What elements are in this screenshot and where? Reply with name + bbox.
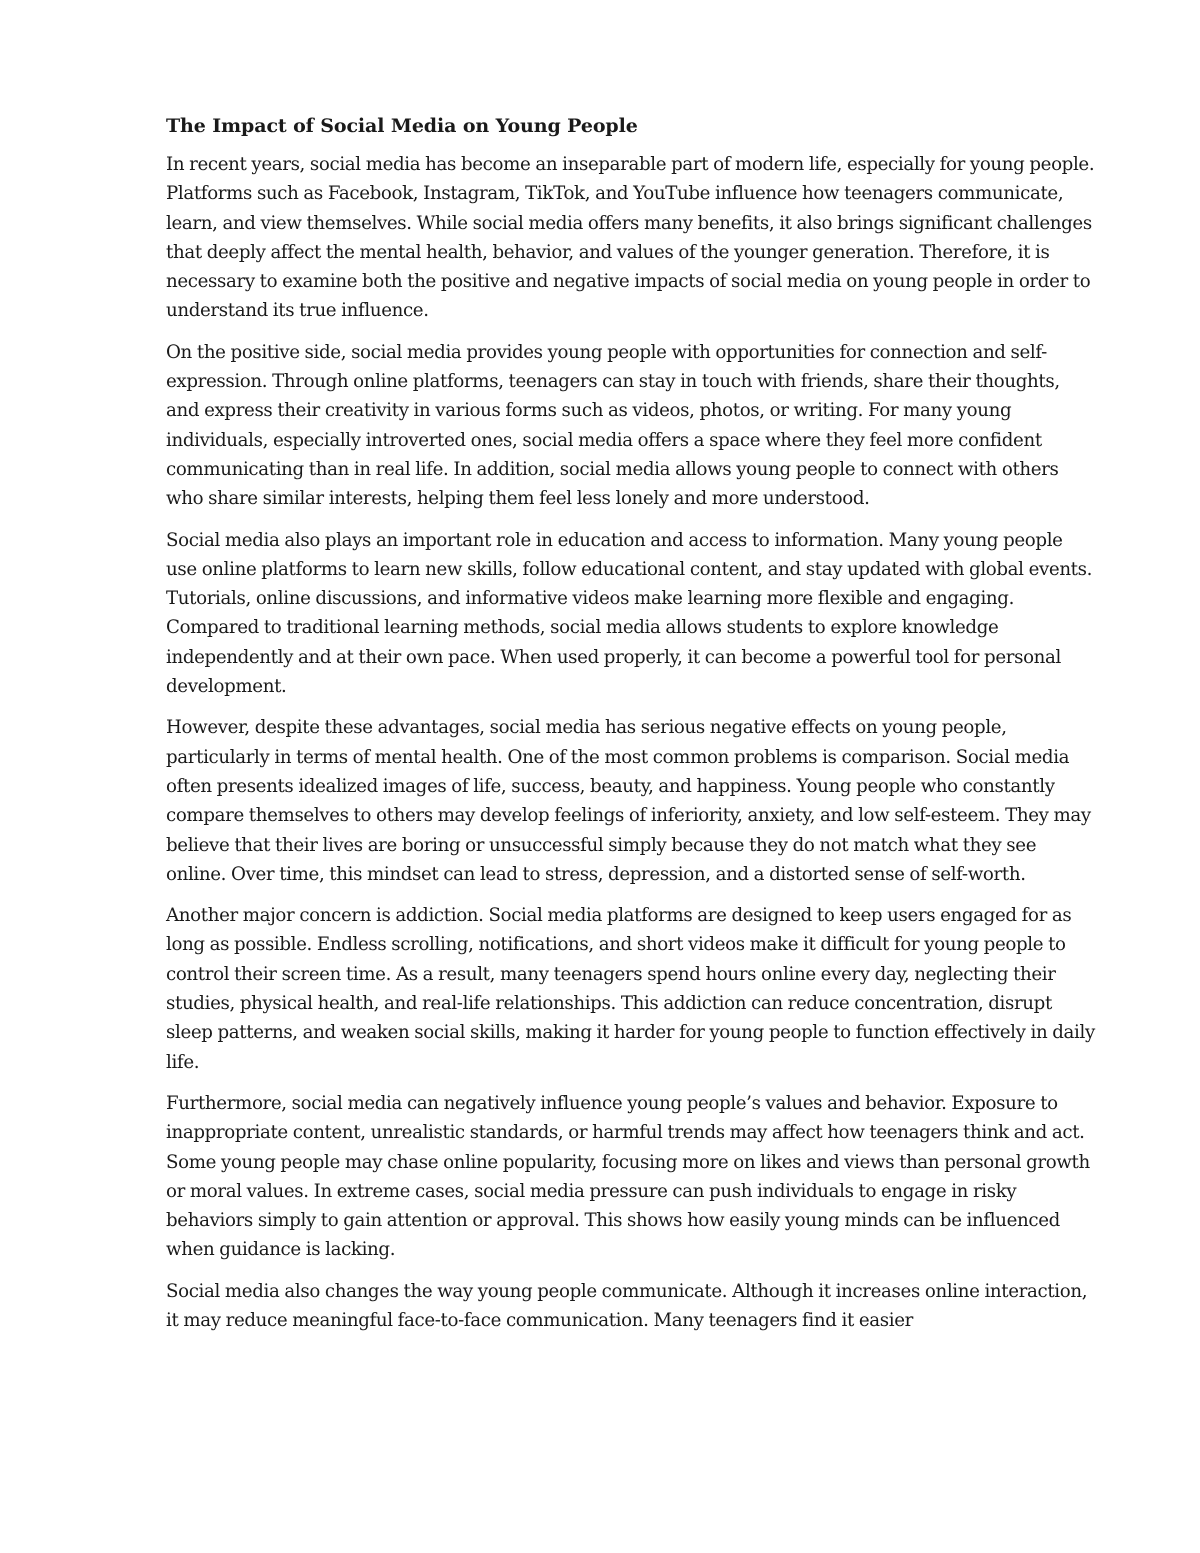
document-title: The Impact of Social Media on Young People — [166, 115, 638, 137]
document-page — [166, 114, 1096, 1347]
paragraph-3: Social media also plays an important role in education and access to information. Many young people use online platforms to learn new skills, follow educational content, and stay updated with global events. Tutorials, online discussions, and informative videos make learning more flexible and engaging. Compared to traditional learning methods, social media allows students to explore knowledge independently and at their own pace. When used properly, it can become a powerful tool for personal development. — [166, 529, 1093, 698]
paragraph-5: Another major concern is addiction. Social media platforms are designed to keep users engaged for as long as possible. Endless scrolling, notifications, and short videos make it difficult for young people to control their screen time. As a result, many teenagers spend hours online every day, neglecting their studies, physical health, and real-life relationships. This addiction can reduce concentration, disrupt sleep patterns, and weaken social skills, making it harder for young people to function effectively in daily life. — [166, 905, 1095, 1073]
paragraph-6: Furthermore, social media can negatively influence young people’s values and behavior. Exposure to inappropriate content, unrealistic standards, or harmful trends may affect how teenagers think and act. Some young people may chase online popularity, focusing more on likes and views than personal growth or moral values. In extreme cases, social media pressure can push individuals to engage in risky behaviors simply to gain attention or approval. This shows how easily young minds can be influenced when guidance is lacking. — [166, 1092, 1090, 1261]
paragraph-7: Social media also changes the way young people communicate. Although it increases online interaction, it may reduce meaningful face-to-face communication. Many teenagers find it easier — [166, 1280, 1088, 1331]
paragraph-4: However, despite these advantages, social media has serious negative effects on young people, particularly in terms of mental health. One of the most common problems is comparison. Social media often presents idealized images of life, success, beauty, and happiness. Young people who constantly compare themselves to others may develop feelings of inferiority, anxiety, and low self-esteem. They may believe that their lives are boring or unsuccessful simply because they do not match what they see online. Over time, this mindset can lead to stress, depression, and a distorted sense of self-worth. — [166, 717, 1091, 885]
paragraph-1: In recent years, social media has become an inseparable part of modern life, especially for young people. Platforms such as Facebook, Instagram, TikTok, and YouTube influence how teenagers communicate, learn, and view themselves. While social media offers many benefits, it also brings significant challenges that deeply affect the mental health, behavior, and values of the younger generation. Therefore, it is necessary to examine both the positive and negative impacts of social media on young people in order to understand its true influence. — [166, 154, 1095, 322]
paragraph-2: On the positive side, social media provides young people with opportunities for connection and self-expression. Through online platforms, teenagers can stay in touch with friends, share their thoughts, and express their creativity in various forms such as videos, photos, or writing. For many young individuals, especially introverted ones, social media offers a space where they feel more confident communicating than in real life. In addition, social media allows young people to connect with others who share similar interests, helping them feel less lonely and more understood. — [166, 341, 1060, 510]
